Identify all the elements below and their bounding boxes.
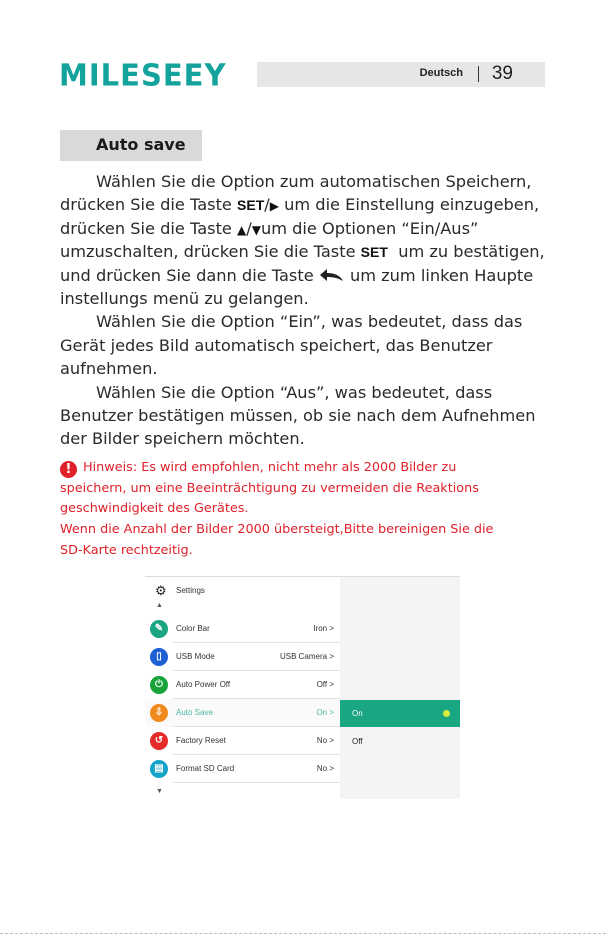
- body-line: aufnehmen.: [60, 359, 158, 379]
- warning-icon: !: [60, 461, 77, 478]
- menu-label: Color Bar: [176, 624, 210, 633]
- menu-value: USB Camera >: [279, 652, 334, 661]
- text-span: um die Optionen “Ein/Aus”: [260, 218, 479, 238]
- body-line: [60, 264, 550, 287]
- menu-label: Auto Save: [176, 708, 213, 717]
- menu-row-auto-power-off[interactable]: [145, 671, 340, 699]
- page-number: 39: [491, 63, 513, 84]
- header-bar: [257, 62, 545, 87]
- menu-value: Iron >: [313, 624, 334, 633]
- text-span: drücken Sie die Taste: [60, 195, 238, 215]
- body-line: Wählen Sie die Option “Aus”, was bedeutet, dass: [96, 382, 493, 402]
- header-separator: [478, 66, 479, 82]
- note-line: [60, 458, 550, 479]
- options-pane: [340, 577, 460, 799]
- down-triangle-icon: ▼: [251, 222, 261, 237]
- menu-row-usb-mode[interactable]: [145, 643, 340, 671]
- back-arrow-icon: [319, 268, 345, 282]
- option-on[interactable]: [340, 700, 460, 727]
- section-title-box: [60, 130, 202, 161]
- warning-note: [60, 458, 550, 561]
- menu-row-auto-save[interactable]: [145, 699, 340, 727]
- text-span: Hinweis: Es wird empfohlen, nicht mehr als 2000 Bilder zu: [83, 460, 457, 475]
- body-line: der Bilder speichern möchten.: [60, 429, 305, 449]
- brand-logo: MILESEEY: [59, 57, 227, 93]
- body-line: [60, 217, 550, 240]
- selected-dot-icon: [443, 710, 450, 717]
- divider: [173, 782, 340, 783]
- menu-label: USB Mode: [176, 652, 215, 661]
- slash: /: [246, 218, 252, 238]
- note-line: speichern, um eine Beeinträchtigung zu vermeiden die Reaktions: [60, 480, 479, 496]
- power-icon: ⏻: [150, 676, 168, 694]
- text-span: um zum linken Haupte: [344, 265, 534, 285]
- device-screenshot: [145, 576, 460, 798]
- body-line: [60, 240, 550, 263]
- scroll-down-icon[interactable]: ▼: [156, 788, 163, 795]
- set-key-label: SET: [360, 244, 388, 261]
- note-line: SD-Karte rechtzeitig.: [60, 542, 193, 558]
- body-line: Gerät jedes Bild automatisch speichert, das Benutzer: [60, 335, 493, 355]
- scroll-up-icon[interactable]: ▲: [156, 602, 163, 609]
- body-line: Wählen Sie die Option “Ein”, was bedeutet, dass das: [96, 312, 523, 332]
- play-icon: ▶: [269, 199, 279, 214]
- save-icon: ⇩: [150, 704, 168, 722]
- language-label: Deutsch: [419, 67, 463, 79]
- menu-label: Factory Reset: [176, 736, 226, 745]
- menu-row-factory-reset[interactable]: [145, 727, 340, 755]
- text-span: umzuschalten, drücken Sie die Taste: [60, 242, 361, 262]
- palette-icon: ✎: [150, 620, 168, 638]
- menu-row-color-bar[interactable]: [145, 615, 340, 643]
- menu-row-format-sd-card[interactable]: [145, 755, 340, 783]
- menu-value: No >: [316, 736, 334, 745]
- text-span: um die Einstellung einzugeben,: [278, 195, 540, 215]
- reset-icon: ↺: [150, 732, 168, 750]
- body-text: [60, 170, 550, 451]
- body-line: Benutzer bestätigen müssen, ob sie nach dem Aufnehmen: [60, 405, 536, 425]
- gear-icon: ⚙: [155, 583, 167, 598]
- note-line: geschwindigkeit des Gerätes.: [60, 501, 249, 517]
- section-title: Auto save: [96, 135, 186, 154]
- set-key-label: SET: [237, 197, 265, 214]
- menu-value: No >: [316, 764, 334, 773]
- settings-title: Settings: [176, 586, 205, 595]
- sd-card-icon: ▤: [150, 760, 168, 778]
- menu-value: On >: [316, 708, 334, 717]
- option-label: On: [352, 709, 363, 718]
- note-line: Wenn die Anzahl der Bilder 2000 übersteigt,Bitte bereinigen Sie die: [60, 522, 494, 538]
- option-label: Off: [352, 737, 363, 746]
- usb-icon: ▯: [150, 648, 168, 666]
- page-bottom-rule: [0, 933, 606, 935]
- menu-value: Off >: [316, 680, 334, 689]
- text-span: um zu bestätigen,: [387, 242, 545, 262]
- text-span: und drücken Sie dann die Taste: [60, 265, 319, 285]
- slash: /: [264, 195, 270, 215]
- option-off[interactable]: [340, 728, 460, 755]
- text-span: drücken Sie die Taste: [60, 218, 238, 238]
- menu-label: Format SD Card: [176, 764, 235, 773]
- settings-header: [145, 584, 340, 600]
- menu-label: Auto Power Off: [176, 680, 231, 689]
- body-line: instellungs menü zu gelangen.: [60, 288, 309, 308]
- settings-menu: [145, 577, 340, 799]
- body-line: Wählen Sie die Option zum automatischen Speichern,: [96, 172, 532, 191]
- body-line: [60, 193, 550, 216]
- up-triangle-icon: ▲: [237, 222, 247, 237]
